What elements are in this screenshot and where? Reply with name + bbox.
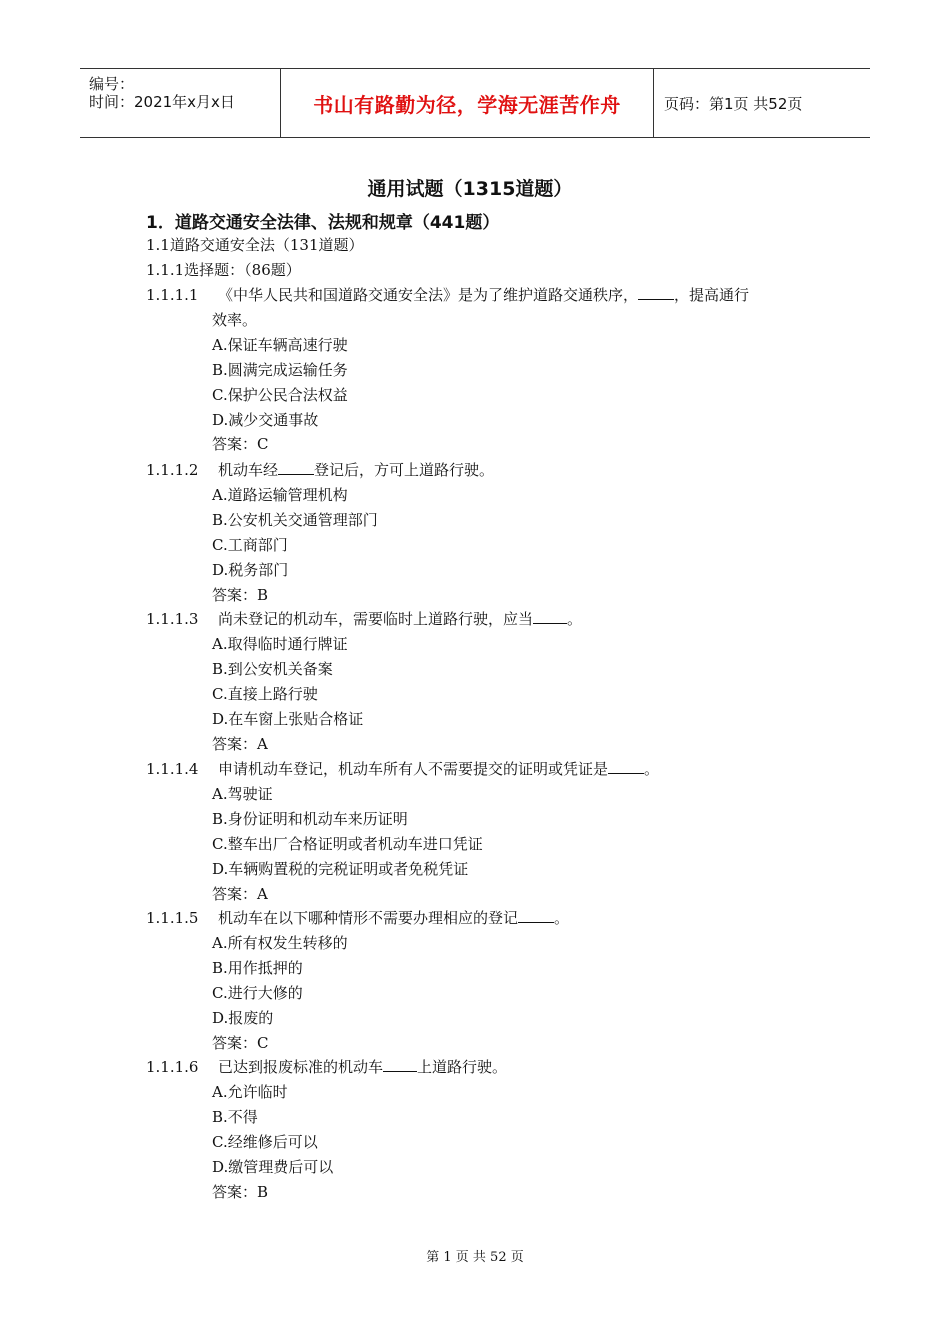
answer-option <box>212 982 303 1004</box>
page-header <box>80 68 870 138</box>
answer-blank <box>533 609 567 624</box>
header-motto-cell <box>281 69 654 137</box>
option-text: C.整车出厂合格证明或者机动车进口凭证 <box>212 834 483 853</box>
option-text: A.驾驶证 <box>212 784 273 803</box>
time-label: 时间：2021年x月x日 <box>89 93 235 111</box>
motto-text: 书山有路勤为径，学海无涯苦作舟 <box>313 92 621 117</box>
answer-blank <box>608 759 644 774</box>
answer-option <box>212 833 483 855</box>
answer-option <box>212 658 333 680</box>
answer-option <box>212 1131 318 1153</box>
question-text: 机动车在以下哪种情形不需要办理相应的登记 <box>218 909 519 927</box>
answer-blank <box>638 285 674 300</box>
answer-key <box>212 733 268 755</box>
answer-option <box>212 409 318 431</box>
answer-option <box>212 534 288 556</box>
option-text: C.经维修后可以 <box>212 1132 318 1151</box>
answer-option <box>212 1081 288 1103</box>
question-number: 1.1.1.3 <box>146 610 199 628</box>
answer-text: 答案：C <box>212 435 269 454</box>
option-text: D.税务部门 <box>212 560 289 579</box>
question-text-tail: 。 <box>554 909 570 927</box>
question-stem <box>146 758 659 780</box>
question-number: 1.1.1.1 <box>146 286 199 304</box>
option-text: D.车辆购置税的完税证明或者免税凭证 <box>212 859 469 878</box>
question-stem <box>146 907 569 929</box>
header-meta-cell <box>80 69 281 137</box>
option-text: B.到公安机关备案 <box>212 659 333 678</box>
answer-key <box>212 433 268 455</box>
option-text: B.圆满完成运输任务 <box>212 360 348 379</box>
answer-text: 答案：B <box>212 585 269 604</box>
question-text: 申请机动车登记，机动车所有人不需要提交的证明或凭证是 <box>218 760 609 778</box>
number-label: 编号： <box>89 75 135 93</box>
document-title: 通用试题（1315道题） <box>367 178 573 200</box>
option-text: D.减少交通事故 <box>212 410 319 429</box>
option-text: D.缴管理费后可以 <box>212 1157 334 1176</box>
answer-option <box>212 559 288 581</box>
answer-key <box>212 1181 268 1203</box>
page-info: 页码：第1页 共52页 <box>664 94 803 113</box>
question-text: 尚未登记的机动车，需要临时上道路行驶，应当 <box>218 610 534 628</box>
answer-option <box>212 683 318 705</box>
answer-option <box>212 484 348 506</box>
answer-key <box>212 1032 268 1054</box>
answer-option <box>212 509 378 531</box>
question-number: 1.1.1.5 <box>146 909 199 927</box>
answer-option <box>212 808 408 830</box>
section-heading: 1．道路交通安全法律、法规和规章（441题） <box>146 213 500 233</box>
option-text: B.身份证明和机动车来历证明 <box>212 809 408 828</box>
question-text: 机动车经 <box>218 461 279 479</box>
answer-text: 答案：B <box>212 1182 269 1201</box>
option-text: B.不得 <box>212 1107 258 1126</box>
option-text: B.公安机关交通管理部门 <box>212 510 378 529</box>
answer-option <box>212 359 348 381</box>
option-text: A.允许临时 <box>212 1082 288 1101</box>
answer-option <box>212 384 348 406</box>
option-text: A.保证车辆高速行驶 <box>212 335 348 354</box>
option-text: B.用作抵押的 <box>212 958 303 977</box>
question-text-tail: 。 <box>567 610 583 628</box>
question-text-tail: 。 <box>644 760 660 778</box>
answer-text: 答案：A <box>212 734 268 753</box>
answer-option <box>212 633 348 655</box>
subsubsection-heading: 1.1.1选择题：（86题） <box>146 261 301 279</box>
subsection-heading: 1.1道路交通安全法（131道题） <box>146 236 364 254</box>
question-text-tail: 登记后，方可上道路行驶。 <box>314 461 495 479</box>
option-text: D.报废的 <box>212 1008 274 1027</box>
option-text: A.道路运输管理机构 <box>212 485 348 504</box>
question-stem-continuation <box>212 309 257 331</box>
option-text: C.进行大修的 <box>212 983 303 1002</box>
answer-option <box>212 1007 273 1029</box>
header-page-cell <box>654 69 870 137</box>
question-number: 1.1.1.2 <box>146 461 199 479</box>
answer-option <box>212 783 273 805</box>
question-text: 《中华人民共和国道路交通安全法》是为了维护道路交通秩序， <box>218 286 639 304</box>
answer-key <box>212 883 268 905</box>
option-text: C.直接上路行驶 <box>212 684 318 703</box>
question-text-continued: 效率。 <box>212 310 258 329</box>
answer-option <box>212 1106 258 1128</box>
answer-option <box>212 708 363 730</box>
answer-blank <box>383 1057 417 1072</box>
question-number: 1.1.1.4 <box>146 760 199 778</box>
option-text: C.工商部门 <box>212 535 288 554</box>
answer-text: 答案：A <box>212 884 268 903</box>
option-text: A.取得临时通行牌证 <box>212 634 348 653</box>
question-stem <box>146 459 494 481</box>
answer-option <box>212 334 348 356</box>
answer-option <box>212 858 468 880</box>
question-text-tail: 上道路行驶。 <box>417 1058 508 1076</box>
question-text: 已达到报废标准的机动车 <box>218 1058 384 1076</box>
option-text: A.所有权发生转移的 <box>212 933 348 952</box>
answer-option <box>212 1156 333 1178</box>
answer-key <box>212 584 268 606</box>
question-stem <box>146 1056 507 1078</box>
option-text: C.保护公民合法权益 <box>212 385 348 404</box>
question-stem <box>146 284 749 306</box>
answer-text: 答案：C <box>212 1033 269 1052</box>
question-text-tail: ，提高通行 <box>674 286 750 304</box>
option-text: D.在车窗上张贴合格证 <box>212 709 364 728</box>
question-number: 1.1.1.6 <box>146 1058 199 1076</box>
page-footer: 第 1 页 共 52 页 <box>426 1250 524 1265</box>
answer-option <box>212 932 348 954</box>
answer-blank <box>518 908 554 923</box>
answer-blank <box>278 460 314 475</box>
question-stem <box>146 608 582 630</box>
answer-option <box>212 957 303 979</box>
